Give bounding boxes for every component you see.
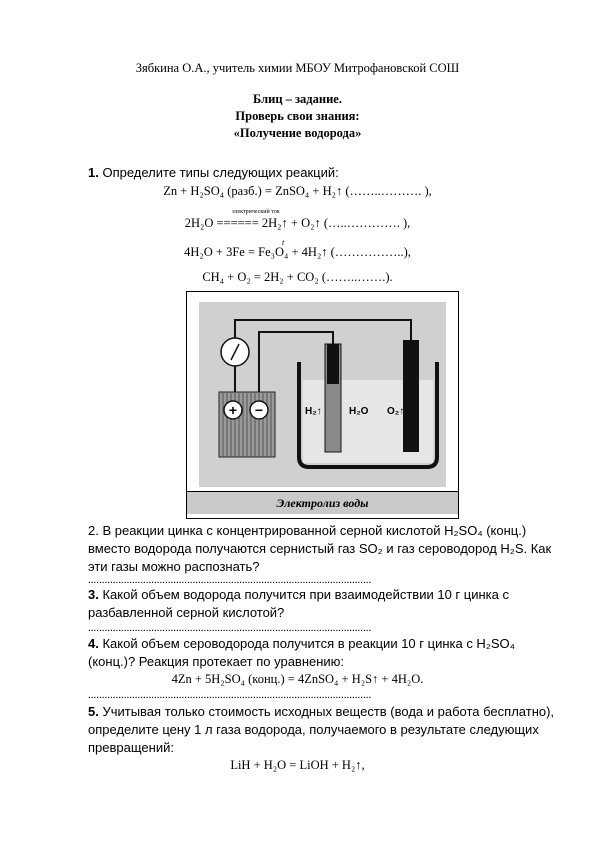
label-h2o: H₂O [349, 406, 369, 417]
label-o2: O₂↑ [387, 406, 405, 417]
minus-sign: − [254, 402, 264, 418]
equation-2: 2H₂O ====== 2H₂↑ + O₂↑ (…..…………. ), [184, 216, 411, 230]
question-4-answer-line: ....................................................................................................... [88, 689, 372, 701]
question-5-equation: LiH + H₂O = LiOH + H₂↑, [230, 758, 365, 772]
question-4 [88, 635, 558, 671]
question-3-answer-line: ....................................................................................................... [88, 622, 372, 634]
question-4-text: Какой объем сероводорода получится в реакции 10 г цинка с H₂SO₄ (конц.)? Реакция протекает по уравнению: [88, 636, 515, 669]
figure-caption: Электролиз воды [187, 491, 458, 514]
question-4-equation: 4Zn + 5H₂SO₄ (конц.) = 4ZnSO₄ + H₂S↑ + 4H₂O. [171, 672, 424, 686]
question-5 [88, 703, 558, 757]
title-line-3: «Получение водорода» [233, 126, 362, 140]
equation-3: 4H₂O + 3Fe = Fe₃O₄ + 4H₂↑ (……………..), [184, 245, 411, 259]
electrode-right [403, 340, 419, 452]
question-2-answer-line: ....................................................................................................... [88, 574, 372, 586]
plus-sign: + [228, 402, 238, 418]
electrolysis-diagram [187, 292, 458, 492]
equation-3-condition: t [282, 238, 285, 247]
equation-2-condition: электрический ток [232, 209, 280, 215]
author-line: Зябкина О.А., учитель химии МБОУ Митрофановской СОШ [135, 61, 460, 75]
question-1-number: 1. [88, 165, 99, 180]
label-h2: H₂↑ [305, 406, 322, 417]
electrolysis-figure [186, 291, 459, 519]
question-2-text: 2. В реакции цинка с концентрированной серной кислотой H₂SO₄ (конц.) вместо водорода получаются сернистый газ SO₂ и газ сероводород H₂S. Как эти газы можно распознать? [88, 523, 552, 574]
question-1-text: Определите типы следующих реакций: [98, 165, 339, 180]
question-5-number: 5. [88, 704, 99, 719]
question-1 [88, 164, 558, 182]
question-3-number: 3. [88, 587, 99, 602]
electrode-left-top [327, 344, 339, 384]
question-3-text: Какой объем водорода получится при взаимодействии 10 г цинка с разбавленной серной кислотой? [88, 587, 509, 620]
title-line-2: Проверь свои знания: [235, 109, 360, 123]
question-4-number: 4. [88, 636, 99, 651]
equation-4: CH₄ + O₂ = 2H₂ + CO₂ (……..…….). [202, 270, 393, 284]
title-line-1: Блиц – задание. [253, 92, 342, 106]
question-5-text: Учитывая только стоимость исходных веществ (вода и работа бесплатно), определите цену 1 л газа водорода, получаемого в результате следующих превращений: [88, 704, 555, 755]
equation-1: Zn + H₂SO₄ (разб.) = ZnSO₄ + H₂↑ (……..………. ), [163, 184, 432, 198]
question-3 [88, 586, 558, 622]
